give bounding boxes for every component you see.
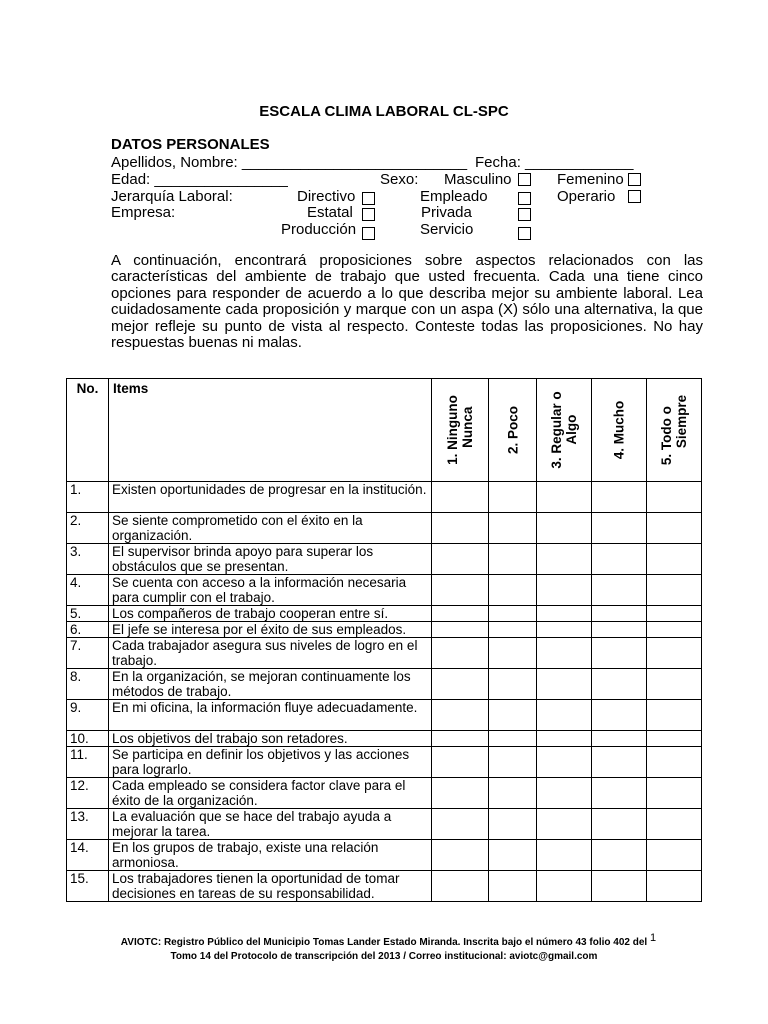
answer-cell-option-2[interactable]: [489, 622, 537, 638]
answer-cell-option-3[interactable]: [537, 731, 592, 747]
table-row: [67, 731, 702, 747]
item-number: 11.: [67, 747, 109, 778]
answer-cell-option-2[interactable]: [489, 513, 537, 544]
item-number: 3.: [67, 544, 109, 575]
estatal-label: Estatal: [307, 204, 353, 221]
answer-cell-option-4[interactable]: [592, 575, 647, 606]
item-text: Existen oportunidades de progresar en la institución.: [109, 482, 432, 513]
answer-cell-option-1[interactable]: [432, 747, 489, 778]
servicio-label: Servicio: [420, 221, 474, 238]
empleado-checkbox[interactable]: [518, 192, 531, 205]
answer-cell-option-2[interactable]: [489, 731, 537, 747]
item-number: 13.: [67, 809, 109, 840]
answer-cell-option-3[interactable]: [537, 622, 592, 638]
answer-cell-option-5[interactable]: [647, 606, 702, 622]
item-number: 14.: [67, 840, 109, 871]
instructions-paragraph: A continuación, encontrará proposiciones sobre aspectos relacionados con las características del ambiente de trabajo que usted frecuenta. Cada una tiene cinco opciones para responder de acuerdo a lo que describa mejor su ambiente laboral. Lea cuidadosamente cada proposición y marque con un aspa (X) sólo una alternativa, la que mejor refleje su punto de vista al respecto. Conteste todas las proposiciones. No hay respuestas buenas ni malas.: [111, 252, 703, 352]
option-5-line1: 5. Todo o: [659, 405, 674, 465]
table-row: [67, 778, 702, 809]
answer-cell-option-1[interactable]: [432, 840, 489, 871]
option-1-line2: Nunca: [460, 406, 475, 448]
answer-cell-option-1[interactable]: [432, 606, 489, 622]
answer-cell-option-5[interactable]: [647, 700, 702, 731]
item-text: Se cuenta con acceso a la información necesaria para cumplir con el trabajo.: [109, 575, 432, 606]
answer-cell-option-1[interactable]: [432, 731, 489, 747]
answer-cell-option-5[interactable]: [647, 622, 702, 638]
table-row: [67, 638, 702, 669]
produccion-label: Producción: [281, 221, 357, 238]
item-text: La evaluación que se hace del trabajo ayuda a mejorar la tarea.: [109, 809, 432, 840]
items-table: [66, 378, 702, 902]
item-text: Los objetivos del trabajo son retadores.: [109, 731, 432, 747]
answer-cell-option-3[interactable]: [537, 747, 592, 778]
item-text: En mi oficina, la información fluye adecuadamente.: [109, 700, 432, 731]
item-number: 7.: [67, 638, 109, 669]
jerarquia-label: Jerarquía Laboral:: [111, 188, 233, 205]
operario-label: Operario: [557, 188, 616, 205]
table-row: [67, 575, 702, 606]
table-row: [67, 669, 702, 700]
privada-label: Privada: [421, 204, 472, 221]
answer-cell-option-4[interactable]: [592, 544, 647, 575]
answer-cell-option-3[interactable]: [537, 482, 592, 513]
option-header-3: [537, 379, 592, 482]
item-number: 4.: [67, 575, 109, 606]
option-header-2: [489, 379, 537, 482]
femenino-label: Femenino: [557, 171, 624, 188]
col-items-header: Items: [109, 379, 432, 482]
fecha-field[interactable]: Fecha: _____________: [475, 154, 634, 171]
answer-cell-option-1[interactable]: [432, 809, 489, 840]
option-5-line2: Siempre: [674, 394, 689, 448]
answer-cell-option-3[interactable]: [537, 700, 592, 731]
item-number: 2.: [67, 513, 109, 544]
option-2-line1: 2. Poco: [505, 405, 520, 454]
answer-cell-option-1[interactable]: [432, 669, 489, 700]
table-row: [67, 482, 702, 513]
answer-cell-option-1[interactable]: [432, 638, 489, 669]
answer-cell-option-2[interactable]: [489, 544, 537, 575]
answer-cell-option-1[interactable]: [432, 513, 489, 544]
answer-cell-option-5[interactable]: [647, 840, 702, 871]
item-text: Cada trabajador asegura sus niveles de logro en el trabajo.: [109, 638, 432, 669]
table-row: [67, 622, 702, 638]
answer-cell-option-3[interactable]: [537, 575, 592, 606]
answer-cell-option-5[interactable]: [647, 778, 702, 809]
section-title: DATOS PERSONALES: [111, 136, 270, 153]
privada-checkbox[interactable]: [518, 208, 531, 221]
sexo-label: Sexo:: [380, 171, 419, 188]
answer-cell-option-5[interactable]: [647, 513, 702, 544]
page-number: 1: [650, 932, 657, 944]
femenino-checkbox[interactable]: [628, 173, 641, 186]
answer-cell-option-3[interactable]: [537, 606, 592, 622]
answer-cell-option-3[interactable]: [537, 809, 592, 840]
option-4-line1: 4. Mucho: [611, 400, 627, 459]
answer-cell-option-3[interactable]: [537, 669, 592, 700]
answer-cell-option-1[interactable]: [432, 622, 489, 638]
item-text: Los trabajadores tienen la oportunidad de tomar decisiones en tareas de su responsabilidad.: [109, 871, 432, 902]
answer-cell-option-4[interactable]: [592, 513, 647, 544]
answer-cell-option-3[interactable]: [537, 513, 592, 544]
answer-cell-option-4[interactable]: [592, 809, 647, 840]
answer-cell-option-5[interactable]: [647, 482, 702, 513]
table-row: [67, 747, 702, 778]
item-text: En la organización, se mejoran continuamente los métodos de trabajo.: [109, 669, 432, 700]
apellidos-field[interactable]: Apellidos, Nombre: ___________________________: [111, 154, 468, 171]
answer-cell-option-4[interactable]: [592, 731, 647, 747]
answer-cell-option-4[interactable]: [592, 747, 647, 778]
item-text: Se siente comprometido con el éxito en la organización.: [109, 513, 432, 544]
footer-line-2: Tomo 14 del Protocolo de transcripción del 2013 / Correo institucional: aviotc@gmail.com: [170, 950, 598, 962]
servicio-checkbox[interactable]: [518, 227, 531, 240]
item-text: El supervisor brinda apoyo para superar los obstáculos que se presentan.: [109, 544, 432, 575]
item-number: 15.: [67, 871, 109, 902]
answer-cell-option-5[interactable]: [647, 575, 702, 606]
answer-cell-option-4[interactable]: [592, 622, 647, 638]
operario-checkbox[interactable]: [628, 190, 641, 203]
directivo-label: Directivo: [297, 188, 356, 205]
directivo-checkbox[interactable]: [362, 192, 375, 205]
answer-cell-option-2[interactable]: [489, 575, 537, 606]
col-no-header: No.: [67, 379, 109, 482]
table-row: [67, 871, 702, 902]
item-text: Se participa en definir los objetivos y las acciones para lograrlo.: [109, 747, 432, 778]
page-title: ESCALA CLIMA LABORAL CL-SPC: [259, 103, 509, 120]
item-number: 8.: [67, 669, 109, 700]
answer-cell-option-3[interactable]: [537, 638, 592, 669]
option-3-line1: 3. Regular o: [549, 390, 564, 469]
answer-cell-option-3[interactable]: [537, 544, 592, 575]
answer-cell-option-1[interactable]: [432, 700, 489, 731]
option-header-5: [647, 379, 702, 482]
item-text: En los grupos de trabajo, existe una relación armoniosa.: [109, 840, 432, 871]
answer-cell-option-1[interactable]: [432, 778, 489, 809]
item-text: Cada empleado se considera factor clave para el éxito de la organización.: [109, 778, 432, 809]
answer-cell-option-2[interactable]: [489, 809, 537, 840]
answer-cell-option-5[interactable]: [647, 638, 702, 669]
item-number: 6.: [67, 622, 109, 638]
edad-field[interactable]: Edad: ________________: [111, 171, 288, 188]
table-row: [67, 700, 702, 731]
answer-cell-option-4[interactable]: [592, 840, 647, 871]
item-text: El jefe se interesa por el éxito de sus empleados.: [109, 622, 432, 638]
item-number: 5.: [67, 606, 109, 622]
answer-cell-option-2[interactable]: [489, 747, 537, 778]
produccion-checkbox[interactable]: [362, 227, 375, 240]
item-number: 9.: [67, 700, 109, 731]
answer-cell-option-4[interactable]: [592, 638, 647, 669]
answer-cell-option-5[interactable]: [647, 809, 702, 840]
answer-cell-option-4[interactable]: [592, 700, 647, 731]
answer-cell-option-3[interactable]: [537, 778, 592, 809]
answer-cell-option-2[interactable]: [489, 638, 537, 669]
table-row: [67, 544, 702, 575]
answer-cell-option-2[interactable]: [489, 606, 537, 622]
answer-cell-option-5[interactable]: [647, 669, 702, 700]
item-number: 1.: [67, 482, 109, 513]
answer-cell-option-1[interactable]: [432, 544, 489, 575]
answer-cell-option-2[interactable]: [489, 778, 537, 809]
table-row: [67, 809, 702, 840]
table-row: [67, 606, 702, 622]
estatal-checkbox[interactable]: [362, 208, 375, 221]
empleado-label: Empleado: [420, 188, 488, 205]
option-3-line2: Algo: [564, 414, 579, 445]
table-row: [67, 840, 702, 871]
masculino-label: Masculino: [444, 171, 512, 188]
answer-cell-option-4[interactable]: [592, 778, 647, 809]
answer-cell-option-5[interactable]: [647, 544, 702, 575]
answer-cell-option-2[interactable]: [489, 482, 537, 513]
footer-line-1: AVIOTC: Registro Público del Municipio Tomas Lander Estado Miranda. Inscrita bajo el número 43 folio 402 del: [120, 937, 648, 948]
answer-cell-option-4[interactable]: [592, 482, 647, 513]
answer-cell-option-3[interactable]: [537, 840, 592, 871]
item-text: Los compañeros de trabajo cooperan entre sí.: [109, 606, 432, 622]
answer-cell-option-4[interactable]: [592, 606, 647, 622]
answer-cell-option-2[interactable]: [489, 669, 537, 700]
masculino-checkbox[interactable]: [518, 173, 531, 186]
answer-cell-option-5[interactable]: [647, 731, 702, 747]
answer-cell-option-1[interactable]: [432, 575, 489, 606]
answer-cell-option-4[interactable]: [592, 871, 647, 902]
table-row: [67, 513, 702, 544]
answer-cell-option-2[interactable]: [489, 871, 537, 902]
answer-cell-option-5[interactable]: [647, 747, 702, 778]
item-number: 12.: [67, 778, 109, 809]
answer-cell-option-4[interactable]: [592, 669, 647, 700]
option-header-1: [432, 379, 489, 482]
answer-cell-option-2[interactable]: [489, 700, 537, 731]
option-header-4: [592, 379, 647, 482]
answer-cell-option-2[interactable]: [489, 840, 537, 871]
table-header-row: [67, 379, 702, 482]
empresa-label: Empresa:: [111, 204, 176, 221]
option-1-line1: 1. Ninguno: [445, 394, 460, 465]
answer-cell-option-5[interactable]: [647, 871, 702, 902]
item-number: 10.: [67, 731, 109, 747]
answer-cell-option-1[interactable]: [432, 871, 489, 902]
answer-cell-option-3[interactable]: [537, 871, 592, 902]
answer-cell-option-1[interactable]: [432, 482, 489, 513]
